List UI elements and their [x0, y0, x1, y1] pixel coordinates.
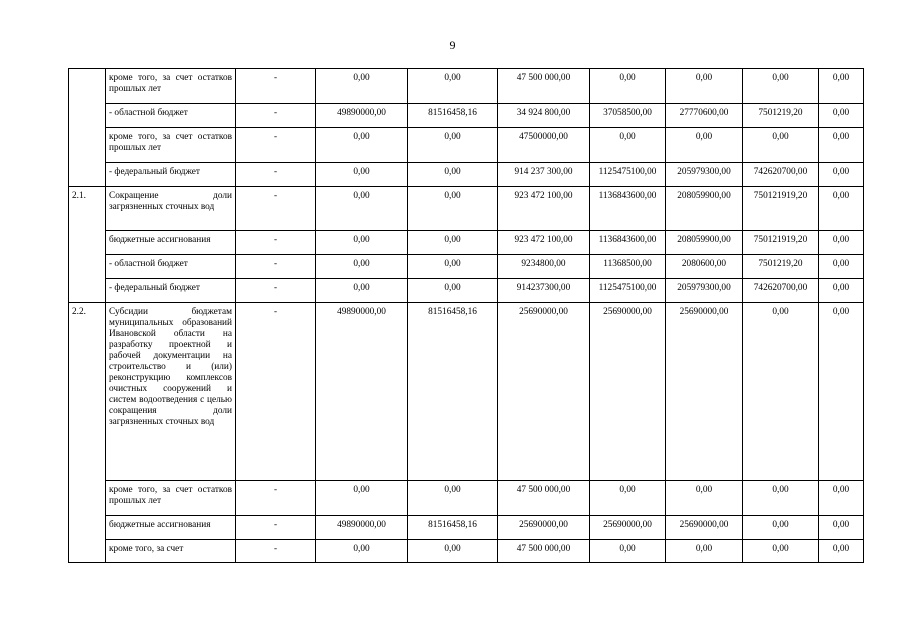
table-row [69, 303, 864, 481]
cell-value: - [236, 303, 316, 481]
cell-value: 0,00 [819, 516, 864, 540]
table-row [69, 128, 864, 163]
cell-value: 0,00 [408, 128, 498, 163]
cell-value: 25690000,00 [498, 303, 590, 481]
cell-value: 7501219,20 [743, 104, 819, 128]
table-row [69, 279, 864, 303]
cell-value: 47 500 000,00 [498, 481, 590, 516]
cell-value: 0,00 [590, 128, 666, 163]
cell-value: 0,00 [666, 481, 743, 516]
cell-value: 0,00 [316, 279, 408, 303]
table-row [69, 187, 864, 231]
cell-value: 0,00 [590, 540, 666, 563]
cell-value: - [236, 69, 316, 104]
cell-value: 0,00 [408, 163, 498, 187]
cell-value: 81516458,16 [408, 303, 498, 481]
cell-value: - [236, 163, 316, 187]
cell-value: 0,00 [819, 481, 864, 516]
row-label: кроме того, за счет остатков прошлых лет [106, 69, 236, 104]
cell-value: 205979300,00 [666, 163, 743, 187]
budget-table [68, 68, 864, 563]
cell-value: 9234800,00 [498, 255, 590, 279]
cell-value: 0,00 [819, 69, 864, 104]
cell-value: 923 472 100,00 [498, 187, 590, 231]
cell-value: 923 472 100,00 [498, 231, 590, 255]
table-row [69, 516, 864, 540]
cell-value: 0,00 [819, 104, 864, 128]
table-row [69, 104, 864, 128]
cell-value: 0,00 [316, 69, 408, 104]
cell-value: 742620700,00 [743, 163, 819, 187]
cell-value: 49890000,00 [316, 104, 408, 128]
cell-value: 37058500,00 [590, 104, 666, 128]
cell-value: 0,00 [819, 279, 864, 303]
cell-value: 750121919,20 [743, 187, 819, 231]
cell-value: 0,00 [408, 481, 498, 516]
cell-value: 0,00 [819, 163, 864, 187]
cell-value: 1136843600,00 [590, 187, 666, 231]
cell-value: 49890000,00 [316, 303, 408, 481]
cell-value: 0,00 [819, 187, 864, 231]
cell-value: 25690000,00 [666, 303, 743, 481]
row-label: кроме того, за счет остатков прошлых лет [106, 128, 236, 163]
cell-value: 81516458,16 [408, 516, 498, 540]
table-row [69, 540, 864, 563]
cell-value: 0,00 [743, 481, 819, 516]
cell-value: - [236, 128, 316, 163]
row-label: Сокращение доли загрязненных сточных вод [106, 187, 236, 231]
row-label: бюджетные ассигнования [106, 231, 236, 255]
cell-value: 0,00 [408, 187, 498, 231]
row-label: - областной бюджет [106, 104, 236, 128]
cell-value: 0,00 [316, 231, 408, 255]
cell-value: 0,00 [819, 128, 864, 163]
cell-value: 11368500,00 [590, 255, 666, 279]
cell-value: - [236, 481, 316, 516]
row-label: бюджетные ассигнования [106, 516, 236, 540]
cell-value: 0,00 [316, 128, 408, 163]
table-row [69, 255, 864, 279]
cell-value: 0,00 [408, 279, 498, 303]
cell-value: 25690000,00 [666, 516, 743, 540]
row-label: - федеральный бюджет [106, 279, 236, 303]
cell-value: 0,00 [666, 69, 743, 104]
cell-value: 750121919,20 [743, 231, 819, 255]
cell-value: - [236, 279, 316, 303]
cell-value: 1125475100,00 [590, 279, 666, 303]
cell-value: 1125475100,00 [590, 163, 666, 187]
row-label: кроме того, за счет остатков прошлых лет [106, 481, 236, 516]
cell-value: 0,00 [316, 187, 408, 231]
row-index: 2.2. [69, 303, 106, 563]
table-row [69, 481, 864, 516]
cell-value: 2080600,00 [666, 255, 743, 279]
cell-value: - [236, 540, 316, 563]
cell-value: 49890000,00 [316, 516, 408, 540]
cell-value: 47 500 000,00 [498, 540, 590, 563]
cell-value: 0,00 [316, 540, 408, 563]
cell-value: 0,00 [819, 303, 864, 481]
cell-value: 25690000,00 [498, 516, 590, 540]
cell-value: 0,00 [819, 231, 864, 255]
table-row [69, 163, 864, 187]
row-index [69, 69, 106, 187]
row-label: Субсидии бюджетам муниципальных образований Ивановской области на разработку проектной и рабочей документации на строительство и (или) реконструкцию комплексов очистных сооружений и систем водоотведения с целью сокращения доли загрязненных сточных вод [106, 303, 236, 481]
cell-value: - [236, 255, 316, 279]
cell-value: 1136843600,00 [590, 231, 666, 255]
cell-value: 0,00 [590, 69, 666, 104]
cell-value: 0,00 [819, 540, 864, 563]
cell-value: 914237300,00 [498, 279, 590, 303]
cell-value: 27770600,00 [666, 104, 743, 128]
cell-value: 0,00 [743, 69, 819, 104]
cell-value: 47 500 000,00 [498, 69, 590, 104]
cell-value: - [236, 104, 316, 128]
page-number: 9 [449, 38, 456, 52]
cell-value: - [236, 187, 316, 231]
row-label: кроме того, за счет [106, 540, 236, 563]
cell-value: 0,00 [316, 255, 408, 279]
cell-value: 0,00 [743, 303, 819, 481]
cell-value: 0,00 [743, 128, 819, 163]
cell-value: 0,00 [408, 255, 498, 279]
cell-value: 47500000,00 [498, 128, 590, 163]
cell-value: 0,00 [316, 481, 408, 516]
cell-value: 208059900,00 [666, 187, 743, 231]
cell-value: 25690000,00 [590, 303, 666, 481]
cell-value: 0,00 [408, 231, 498, 255]
cell-value: - [236, 231, 316, 255]
row-index: 2.1. [69, 187, 106, 303]
cell-value: 81516458,16 [408, 104, 498, 128]
cell-value: 0,00 [666, 128, 743, 163]
row-label: - областной бюджет [106, 255, 236, 279]
row-label: - федеральный бюджет [106, 163, 236, 187]
cell-value: 34 924 800,00 [498, 104, 590, 128]
cell-value: 7501219,20 [743, 255, 819, 279]
cell-value: 25690000,00 [590, 516, 666, 540]
cell-value: 0,00 [408, 540, 498, 563]
cell-value: 0,00 [316, 163, 408, 187]
cell-value: 0,00 [743, 516, 819, 540]
cell-value: 742620700,00 [743, 279, 819, 303]
cell-value: 205979300,00 [666, 279, 743, 303]
table-row [69, 231, 864, 255]
cell-value: 0,00 [666, 540, 743, 563]
table-row [69, 69, 864, 104]
cell-value: 914 237 300,00 [498, 163, 590, 187]
cell-value: 0,00 [590, 481, 666, 516]
cell-value: 0,00 [408, 69, 498, 104]
cell-value: 0,00 [743, 540, 819, 563]
cell-value: - [236, 516, 316, 540]
cell-value: 208059900,00 [666, 231, 743, 255]
cell-value: 0,00 [819, 255, 864, 279]
